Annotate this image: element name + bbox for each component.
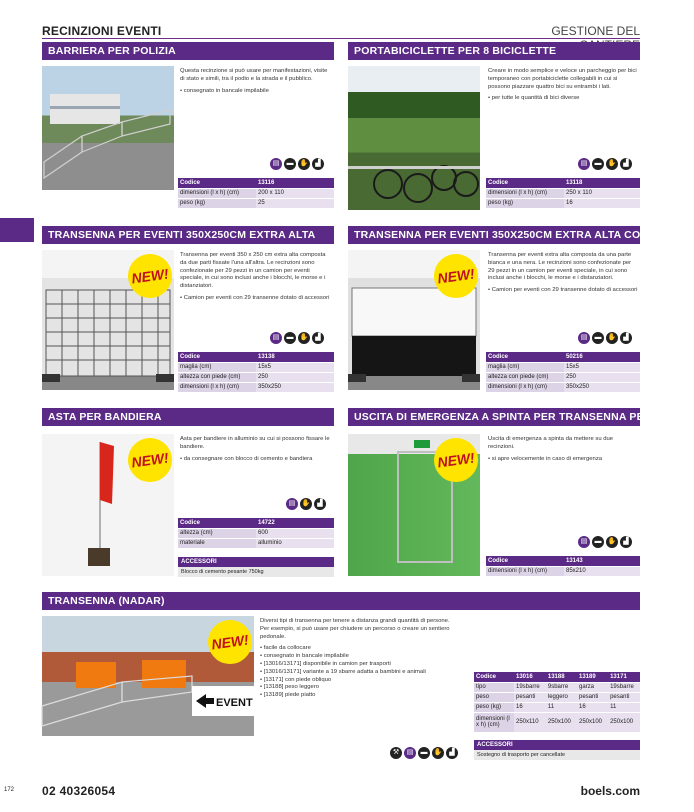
hand-icon: ✋ [606, 536, 618, 548]
spec-value: 9sbarre [546, 682, 577, 692]
spec-label: dimensioni (l x h) (cm) [178, 382, 256, 392]
bullet-item: • [13188] peso leggero [260, 684, 460, 692]
bullet-item: • Camion per eventi con 29 transenne dotato di accessori [180, 295, 330, 303]
spec-table [474, 672, 640, 733]
spec-label: peso [474, 692, 514, 702]
spec-value: 250 x 110 [564, 188, 640, 198]
bullet-item: • consegnato in bancale impilabile [260, 653, 460, 661]
description-text: Uscita di emergenza a spinta da mettere su due recinzioni. [488, 436, 614, 450]
new-badge: NEW! [431, 435, 481, 485]
product-description [488, 68, 638, 103]
tool-icon: ⚒ [390, 747, 402, 759]
product-code: 13116 [256, 178, 334, 188]
spec-label: maglia (cm) [178, 362, 256, 372]
description-text: Transenna per eventi extra alta composta da una parte bianca e una nera. Le recinzioni sono confezionate per 29 pezzi in un camion per eventi speciale, in cui sono inclusi anche i blocchi, le morse e i distanziatori. [488, 252, 632, 282]
spec-value: 25 [256, 198, 334, 208]
hand-icon: ✋ [298, 332, 310, 344]
product-description [180, 436, 330, 463]
spec-label: maglia (cm) [486, 362, 564, 372]
product-title: ASTA PER BANDIERA [42, 408, 334, 426]
product-code: 13143 [564, 556, 640, 566]
spec-table [178, 518, 334, 549]
spec-table [178, 178, 334, 209]
spec-label: dimensioni (l x h) (cm) [486, 188, 564, 198]
product-description [180, 252, 330, 303]
spec-value: 200 x 110 [256, 188, 334, 198]
boot-icon: ▟ [620, 158, 632, 170]
product-description [260, 618, 460, 700]
bullet-item: • si apre velocemente in caso di emergenza [488, 456, 638, 464]
spec-label: altezza (cm) [178, 528, 256, 538]
code-label: Codice [486, 352, 564, 362]
new-badge: NEW! [431, 251, 481, 301]
code-label: Codice [486, 556, 564, 566]
product-description [180, 68, 330, 95]
boot-icon: ▟ [446, 747, 458, 759]
hand-icon: ✋ [298, 158, 310, 170]
accessories-header: ACCESSORI [474, 740, 640, 750]
code-label: Codice [178, 178, 256, 188]
feature-icons [270, 158, 324, 170]
product-title: PORTABICICLETTE PER 8 BICICLETTE [348, 42, 640, 60]
spec-table [486, 556, 640, 577]
spec-value: 350x250 [564, 382, 640, 392]
product-title: TRANSENNA (NADAR) [42, 592, 640, 610]
product-code: 14722 [256, 518, 334, 528]
boot-icon: ▟ [314, 498, 326, 510]
spec-value: 600 [256, 528, 334, 538]
description-text: Creare in modo semplice e veloce un parcheggio per bici temporaneo con portabiciclette collegabili in cui si possono piazzare quattro bici su entrambi i lati. [488, 68, 637, 90]
product-code: 13138 [256, 352, 334, 362]
section-title: RECINZIONI EVENTI [42, 24, 162, 38]
spec-value: 19sbarre [514, 682, 546, 692]
spec-value: 16 [577, 702, 608, 712]
bullet-item: • Camion per eventi con 29 transenne dotato di accessori [488, 287, 638, 295]
accessories-item: Blocco di cemento pesante 750kg [178, 567, 334, 577]
ruler-icon: ▤ [286, 498, 298, 510]
spec-value: 250x100 [546, 712, 577, 732]
code-label: Codice [178, 352, 256, 362]
spec-value: 15x5 [564, 362, 640, 372]
product-title: TRANSENNA PER EVENTI 350X250CM EXTRA ALTA CON TELO [348, 226, 640, 244]
spec-label: dimensioni (l x h) (cm) [486, 382, 564, 392]
spec-value: 11 [608, 702, 640, 712]
spec-value: 19sbarre [608, 682, 640, 692]
product-image [42, 66, 174, 190]
ruler-icon: ▤ [404, 747, 416, 759]
boot-icon: ▟ [620, 536, 632, 548]
spec-value: pesanti [608, 692, 640, 702]
product-code: 50216 [564, 352, 640, 362]
truck-icon: ▬ [284, 332, 296, 344]
bullet-item: • [13016/13171] variante a 19 sbarre adatta a bambini e animali [260, 669, 460, 677]
product-code: 13188 [546, 672, 577, 682]
spec-label: altezza con piede (cm) [486, 372, 564, 382]
boot-icon: ▟ [312, 158, 324, 170]
ruler-icon: ▤ [578, 158, 590, 170]
spec-table [178, 352, 334, 393]
spec-value: 250 [564, 372, 640, 382]
spec-value: 250x110 [514, 712, 546, 732]
code-label: Codice [474, 672, 514, 682]
new-badge: NEW! [125, 251, 175, 301]
product-title: USCITA DI EMERGENZA A SPINTA PER TRANSENNA PER EVENTI [348, 408, 640, 426]
truck-icon: ▬ [284, 158, 296, 170]
code-label: Codice [178, 518, 256, 528]
feature-icons [270, 332, 324, 344]
spec-label: dimensioni (l x h) (cm) [474, 712, 514, 732]
description-text: Questa recinzione si può usare per manifestazioni, visite di stato e simili, tra il podio e la strada e il pubblico. [180, 68, 328, 82]
website-link[interactable]: boels.com [580, 784, 640, 798]
product-code: 13189 [577, 672, 608, 682]
category-title: GESTIONE DEL [551, 24, 640, 38]
hand-icon: ✋ [432, 747, 444, 759]
spec-value: pesanti [577, 692, 608, 702]
spec-label: tipo [474, 682, 514, 692]
spec-value: pesanti [514, 692, 546, 702]
header-rule [42, 38, 640, 39]
feature-icons [578, 536, 632, 548]
spec-label: peso (kg) [486, 198, 564, 208]
spec-value: 250 [256, 372, 334, 382]
hand-icon: ✋ [300, 498, 312, 510]
boot-icon: ▟ [620, 332, 632, 344]
boot-icon: ▟ [312, 332, 324, 344]
bullet-item: • [13016/13171] disponibile in camion per trasporti [260, 661, 460, 669]
description-text: Diversi tipi di transenna per tenere a distanza grandi quantità di persone. Per esempio, si può usare per chiudere un percorso o creare un sentiero pedonale. [260, 618, 450, 640]
phone-number: 02 40326054 [42, 784, 116, 798]
truck-icon: ▬ [592, 158, 604, 170]
page-number: 172 [4, 787, 15, 793]
spec-value: 15x5 [256, 362, 334, 372]
bullet-item: • per tutte le quantità di bici diverse [488, 95, 638, 103]
accessories-header: ACCESSORI [178, 557, 334, 567]
feature-icons [578, 158, 632, 170]
description-text: Transenna per eventi 350 x 250 cm extra alta composta da due parti fissate l'una all'altra. Le recinzioni sono confezionate per 29 pezzi in un camion per eventi speciale, in cui sono inclusi anche i blocchi, le morse e i distanziatori. [180, 252, 326, 290]
spec-value: 350x250 [256, 382, 334, 392]
product-code: 13171 [608, 672, 640, 682]
hand-icon: ✋ [606, 158, 618, 170]
spec-label: dimensioni (l x h) (cm) [486, 566, 564, 576]
feature-icons [578, 332, 632, 344]
ruler-icon: ▤ [270, 158, 282, 170]
feature-icons [286, 498, 326, 510]
bullet-item: • da consegnare con blocco di cemento e bandiera [180, 456, 330, 464]
bullet-item: • [13189] piede piatto [260, 692, 460, 700]
spec-label: peso (kg) [178, 198, 256, 208]
spec-table [486, 178, 640, 209]
product-title: BARRIERA PER POLIZIA [42, 42, 334, 60]
spec-value: garza [577, 682, 608, 692]
truck-icon: ▬ [418, 747, 430, 759]
bullet-item: • [13171] con piede obliquo [260, 677, 460, 685]
ruler-icon: ▤ [578, 536, 590, 548]
truck-icon: ▬ [592, 536, 604, 548]
spec-value: leggero [546, 692, 577, 702]
spec-label: altezza con piede (cm) [178, 372, 256, 382]
spec-value: alluminio [256, 538, 334, 548]
product-code: 13118 [564, 178, 640, 188]
spec-value: 11 [546, 702, 577, 712]
spec-value: 250x100 [608, 712, 640, 732]
spec-table [486, 352, 640, 393]
product-description [488, 252, 638, 295]
product-code: 13016 [514, 672, 546, 682]
spec-value: 16 [514, 702, 546, 712]
product-image [348, 66, 480, 210]
side-tab [0, 218, 34, 242]
accessories-item: Sostegno di trasporto per cancellate [474, 750, 640, 760]
spec-value: 250x100 [577, 712, 608, 732]
ruler-icon: ▤ [578, 332, 590, 344]
spec-value: 85x210 [564, 566, 640, 576]
truck-icon: ▬ [592, 332, 604, 344]
hand-icon: ✋ [606, 332, 618, 344]
description-text: Asta per bandiere in alluminio su cui si possono fissare le bandiere. [180, 436, 330, 450]
product-description [488, 436, 638, 463]
spec-label: peso (kg) [474, 702, 514, 712]
new-badge: NEW! [125, 435, 175, 485]
feature-icons [390, 747, 458, 759]
bullet-item: • facile da collocare [260, 645, 460, 653]
spec-label: materiale [178, 538, 256, 548]
sign-text: EVENT [216, 697, 253, 709]
code-label: Codice [486, 178, 564, 188]
spec-label: dimensioni (l x h) (cm) [178, 188, 256, 198]
product-title: TRANSENNA PER EVENTI 350X250CM EXTRA ALTA [42, 226, 334, 244]
spec-value: 16 [564, 198, 640, 208]
new-badge: NEW! [205, 617, 255, 667]
ruler-icon: ▤ [270, 332, 282, 344]
bullet-item: • consegnato in bancale impilabile [180, 88, 330, 96]
